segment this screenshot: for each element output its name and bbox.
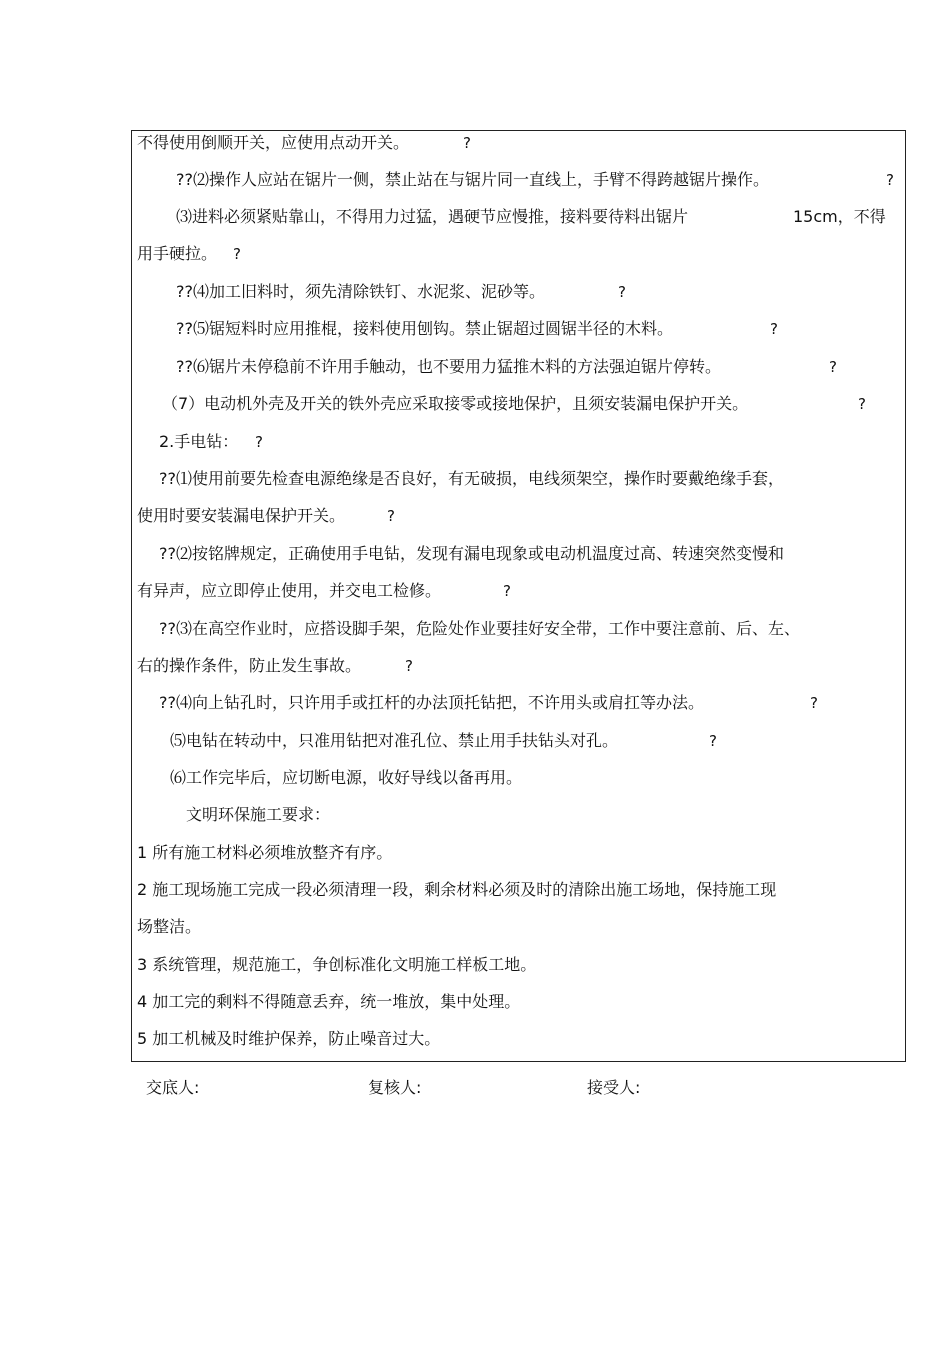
text-line-4-mark: ? [233, 245, 241, 263]
text-line-1: 不得使用倒顺开关，应使用点动开关。 [137, 133, 410, 152]
text-line-18: ⑹工作完毕后，应切断电源，收好导线以备再用。 [170, 768, 523, 787]
text-line-15: 右的操作条件，防止发生事故。 [137, 656, 362, 675]
section-heading-environment: 文明环保施工要求： [186, 805, 331, 824]
text-line-2: ??⑵操作人应站在锯片一侧，禁止站在与锯片同一直线上，手臂不得跨越锯片操作。 [176, 170, 769, 189]
text-line-8-mark: ? [858, 395, 866, 413]
text-line-11-mark: ? [387, 507, 395, 525]
signature-reviewer: 复核人: [368, 1078, 422, 1097]
text-line-3-tail: 15cm，不得 [793, 207, 886, 226]
signature-receiver: 接受人: [587, 1078, 641, 1097]
text-line-6: ??⑸锯短料时应用推棍，接料使用刨钩。禁止锯超过圆锯半径的木料。 [176, 319, 673, 338]
text-line-15-mark: ? [405, 657, 413, 675]
text-line-3: ⑶进料必须紧贴靠山，不得用力过猛，遇硬节应慢推，接料要待料出锯片 [176, 207, 689, 226]
env-item-2: 2 施工现场施工完成一段必须清理一段，剩余材料必须及时的清除出施工场地，保持施工现 [137, 880, 777, 899]
text-line-7: ??⑹锯片未停稳前不许用手触动，也不要用力猛推木料的方法强迫锯片停转。 [176, 357, 721, 376]
text-line-5: ??⑷加工旧料时，须先清除铁钉、水泥浆、泥砂等。 [176, 282, 545, 301]
text-line-16: ??⑷向上钻孔时，只许用手或扛杆的办法顶托钻把，不许用头或肩扛等办法。 [159, 693, 704, 712]
section-heading-drill-mark: ? [255, 433, 263, 451]
text-line-16-mark: ? [810, 694, 818, 712]
text-line-13: 有异声，应立即停止使用，并交电工检修。 [137, 581, 442, 600]
env-item-3: 3 系统管理，规范施工，争创标准化文明施工样板工地。 [137, 955, 537, 974]
text-line-17-mark: ? [709, 732, 717, 750]
env-item-2-cont: 场整洁。 [137, 917, 202, 936]
text-line-17: ⑸电钻在转动中，只准用钻把对准孔位、禁止用手扶钻头对孔。 [170, 731, 619, 750]
text-line-11: 使用时要安装漏电保护开关。 [137, 506, 346, 525]
text-line-6-mark: ? [770, 320, 778, 338]
text-line-10: ??⑴使用前要先检查电源绝缘是否良好，有无破损，电线须架空，操作时要戴绝缘手套， [159, 469, 784, 488]
signature-submitter: 交底人: [146, 1078, 200, 1097]
text-line-7-mark: ? [829, 358, 837, 376]
text-line-8: （7）电动机外壳及开关的铁外壳应采取接零或接地保护，且须安装漏电保护开关。 [162, 394, 749, 413]
text-line-14: ??⑶在高空作业时，应搭设脚手架，危险处作业要挂好安全带，工作中要注意前、后、左、 [159, 619, 800, 638]
text-line-1-mark: ? [463, 134, 471, 152]
env-item-4: 4 加工完的剩料不得随意丢弃，统一堆放，集中处理。 [137, 992, 521, 1011]
text-line-13-mark: ? [503, 582, 511, 600]
text-line-12: ??⑵按铭牌规定，正确使用手电钻，发现有漏电现象或电动机温度过高、转速突然变慢和 [159, 544, 784, 563]
env-item-1: 1 所有施工材料必须堆放整齐有序。 [137, 843, 393, 862]
section-heading-drill: 2.手电钻： [159, 432, 239, 451]
text-line-5-mark: ? [618, 283, 626, 301]
text-line-4: 用手硬拉。 [137, 244, 218, 263]
text-line-2-mark: ? [886, 171, 894, 189]
env-item-5: 5 加工机械及时维护保养，防止噪音过大。 [137, 1029, 441, 1048]
